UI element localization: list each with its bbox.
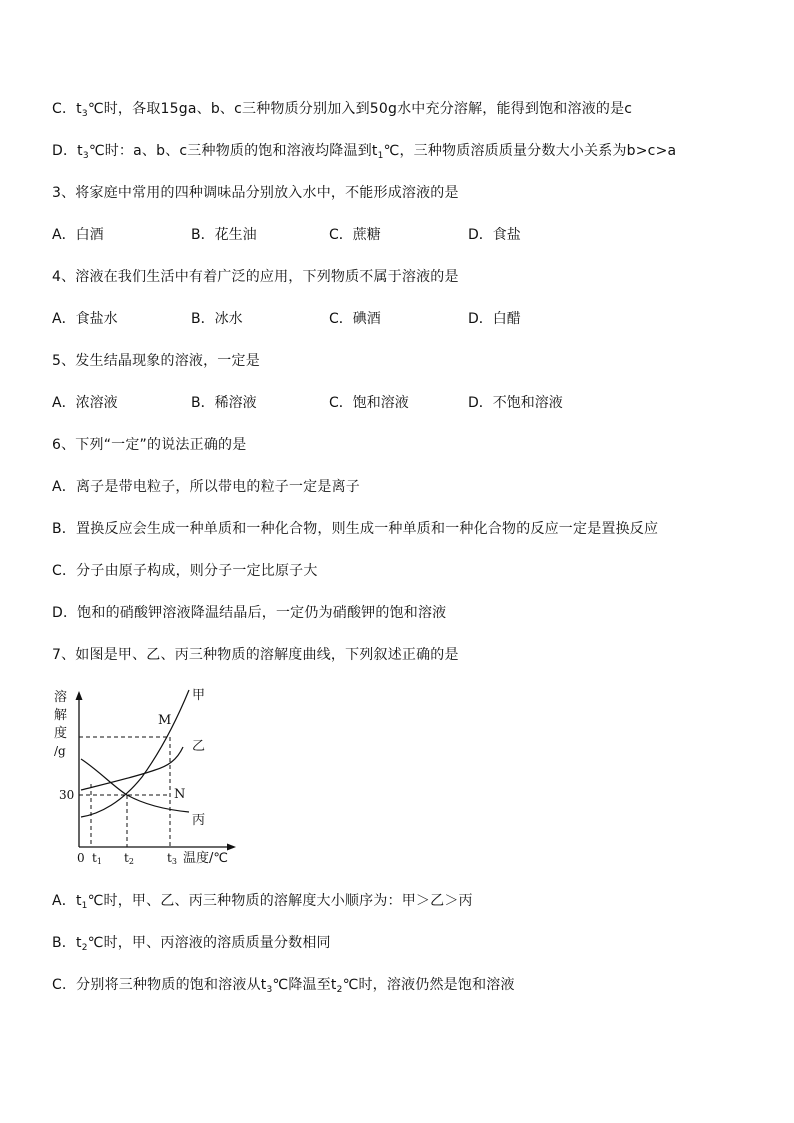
y-axis-label-1: 溶 [54, 690, 68, 705]
text: ℃时，各取15ga、b、c三种物质分别加入到50g水中充分溶解，能得到饱和溶液的是c [87, 101, 633, 117]
x-tick-t1: t1 [92, 851, 102, 866]
question-4: 4、溶液在我们生活中有着广泛的应用，下列物质不属于溶液的是 [52, 269, 459, 285]
q6-option-a: A．离子是带电粒子，所以带电的粒子一定是离子 [52, 479, 360, 495]
q5-option-a: A．浓溶液 [52, 395, 118, 411]
subscript: 2 [81, 943, 88, 953]
curve-jia [81, 690, 189, 817]
subscript: 3 [266, 985, 273, 995]
subscript: 3 [82, 151, 89, 161]
q3-option-c: C．蔗糖 [329, 227, 381, 243]
text: C．t [52, 101, 82, 117]
q3-option-a: A．白酒 [52, 227, 104, 243]
q3-option-d: D．食盐 [468, 227, 521, 243]
text: ℃时，甲、丙溶液的溶质质量分数相同 [87, 935, 331, 951]
text: ℃时：a、b、c三种物质的饱和溶液均降温到t [88, 143, 378, 159]
y-axis-label-4: /g [54, 744, 66, 758]
curve-yi-label: 乙 [192, 739, 206, 754]
text: A．t [52, 893, 82, 909]
y-tick-30: 30 [59, 788, 75, 802]
q7-option-b [52, 933, 331, 953]
q4-option-b: B．冰水 [191, 311, 243, 327]
question-6: 6、下列“一定”的说法正确的是 [52, 437, 247, 453]
text: ℃，三种物质溶质质量分数大小关系为b>c>a [383, 143, 677, 159]
subscript: 2 [336, 985, 343, 995]
q6-option-d: D．饱和的硝酸钾溶液降温结晶后，一定仍为硝酸钾的饱和溶液 [52, 605, 447, 621]
subscript: 1 [377, 151, 384, 161]
subscript: 1 [81, 901, 88, 911]
q4-option-c: C．碘酒 [329, 311, 381, 327]
q4-option-a: A．食盐水 [52, 311, 118, 327]
question-5: 5、发生结晶现象的溶液，一定是 [52, 353, 260, 369]
text: D．t [52, 143, 83, 159]
x-axis-arrow [227, 844, 236, 851]
q4-option-d: D．白醋 [468, 311, 521, 327]
x-tick-t3: t3 [167, 851, 177, 866]
point-m-label: M [158, 713, 172, 728]
question-7: 7、如图是甲、乙、丙三种物质的溶解度曲线，下列叙述正确的是 [52, 647, 459, 663]
curve-jia-label: 甲 [192, 688, 206, 703]
text: ℃降温至t [272, 977, 337, 993]
q7-option-c [52, 975, 515, 995]
x-origin-label: 0 [77, 851, 85, 865]
curve-yi [81, 747, 183, 790]
text: ℃时，溶液仍然是饱和溶液 [342, 977, 515, 993]
q5-option-d: D．不饱和溶液 [468, 395, 563, 411]
q6-option-b: B．置换反应会生成一种单质和一种化合物，则生成一种单质和一种化合物的反应一定是置换反应 [52, 521, 659, 537]
y-axis-label-3: 度 [54, 726, 68, 741]
x-axis-label: 温度/℃ [183, 851, 228, 866]
curve-bing-label: 丙 [192, 813, 206, 828]
q6-option-c: C．分子由原子构成，则分子一定比原子大 [52, 563, 318, 579]
y-axis-arrow [76, 691, 83, 700]
y-axis-label-2: 解 [54, 708, 68, 723]
q2-option-d [52, 141, 676, 161]
q7-option-a [52, 891, 473, 911]
q2-option-c [52, 99, 632, 119]
subscript: 3 [81, 109, 88, 119]
q5-option-b: B．稀溶液 [191, 395, 257, 411]
text: ℃时，甲、乙、丙三种物质的溶解度大小顺序为：甲＞乙＞丙 [87, 893, 473, 909]
solubility-chart [50, 684, 250, 866]
q5-option-c: C．饱和溶液 [329, 395, 409, 411]
q3-option-b: B．花生油 [191, 227, 257, 243]
x-tick-t2: t2 [124, 851, 134, 866]
text: B．t [52, 935, 82, 951]
point-n-label: N [174, 787, 186, 802]
solubility-curve-figure [50, 684, 250, 866]
text: C．分别将三种物质的饱和溶液从t [52, 977, 267, 993]
question-3: 3、将家庭中常用的四种调味品分别放入水中，不能形成溶液的是 [52, 185, 459, 201]
